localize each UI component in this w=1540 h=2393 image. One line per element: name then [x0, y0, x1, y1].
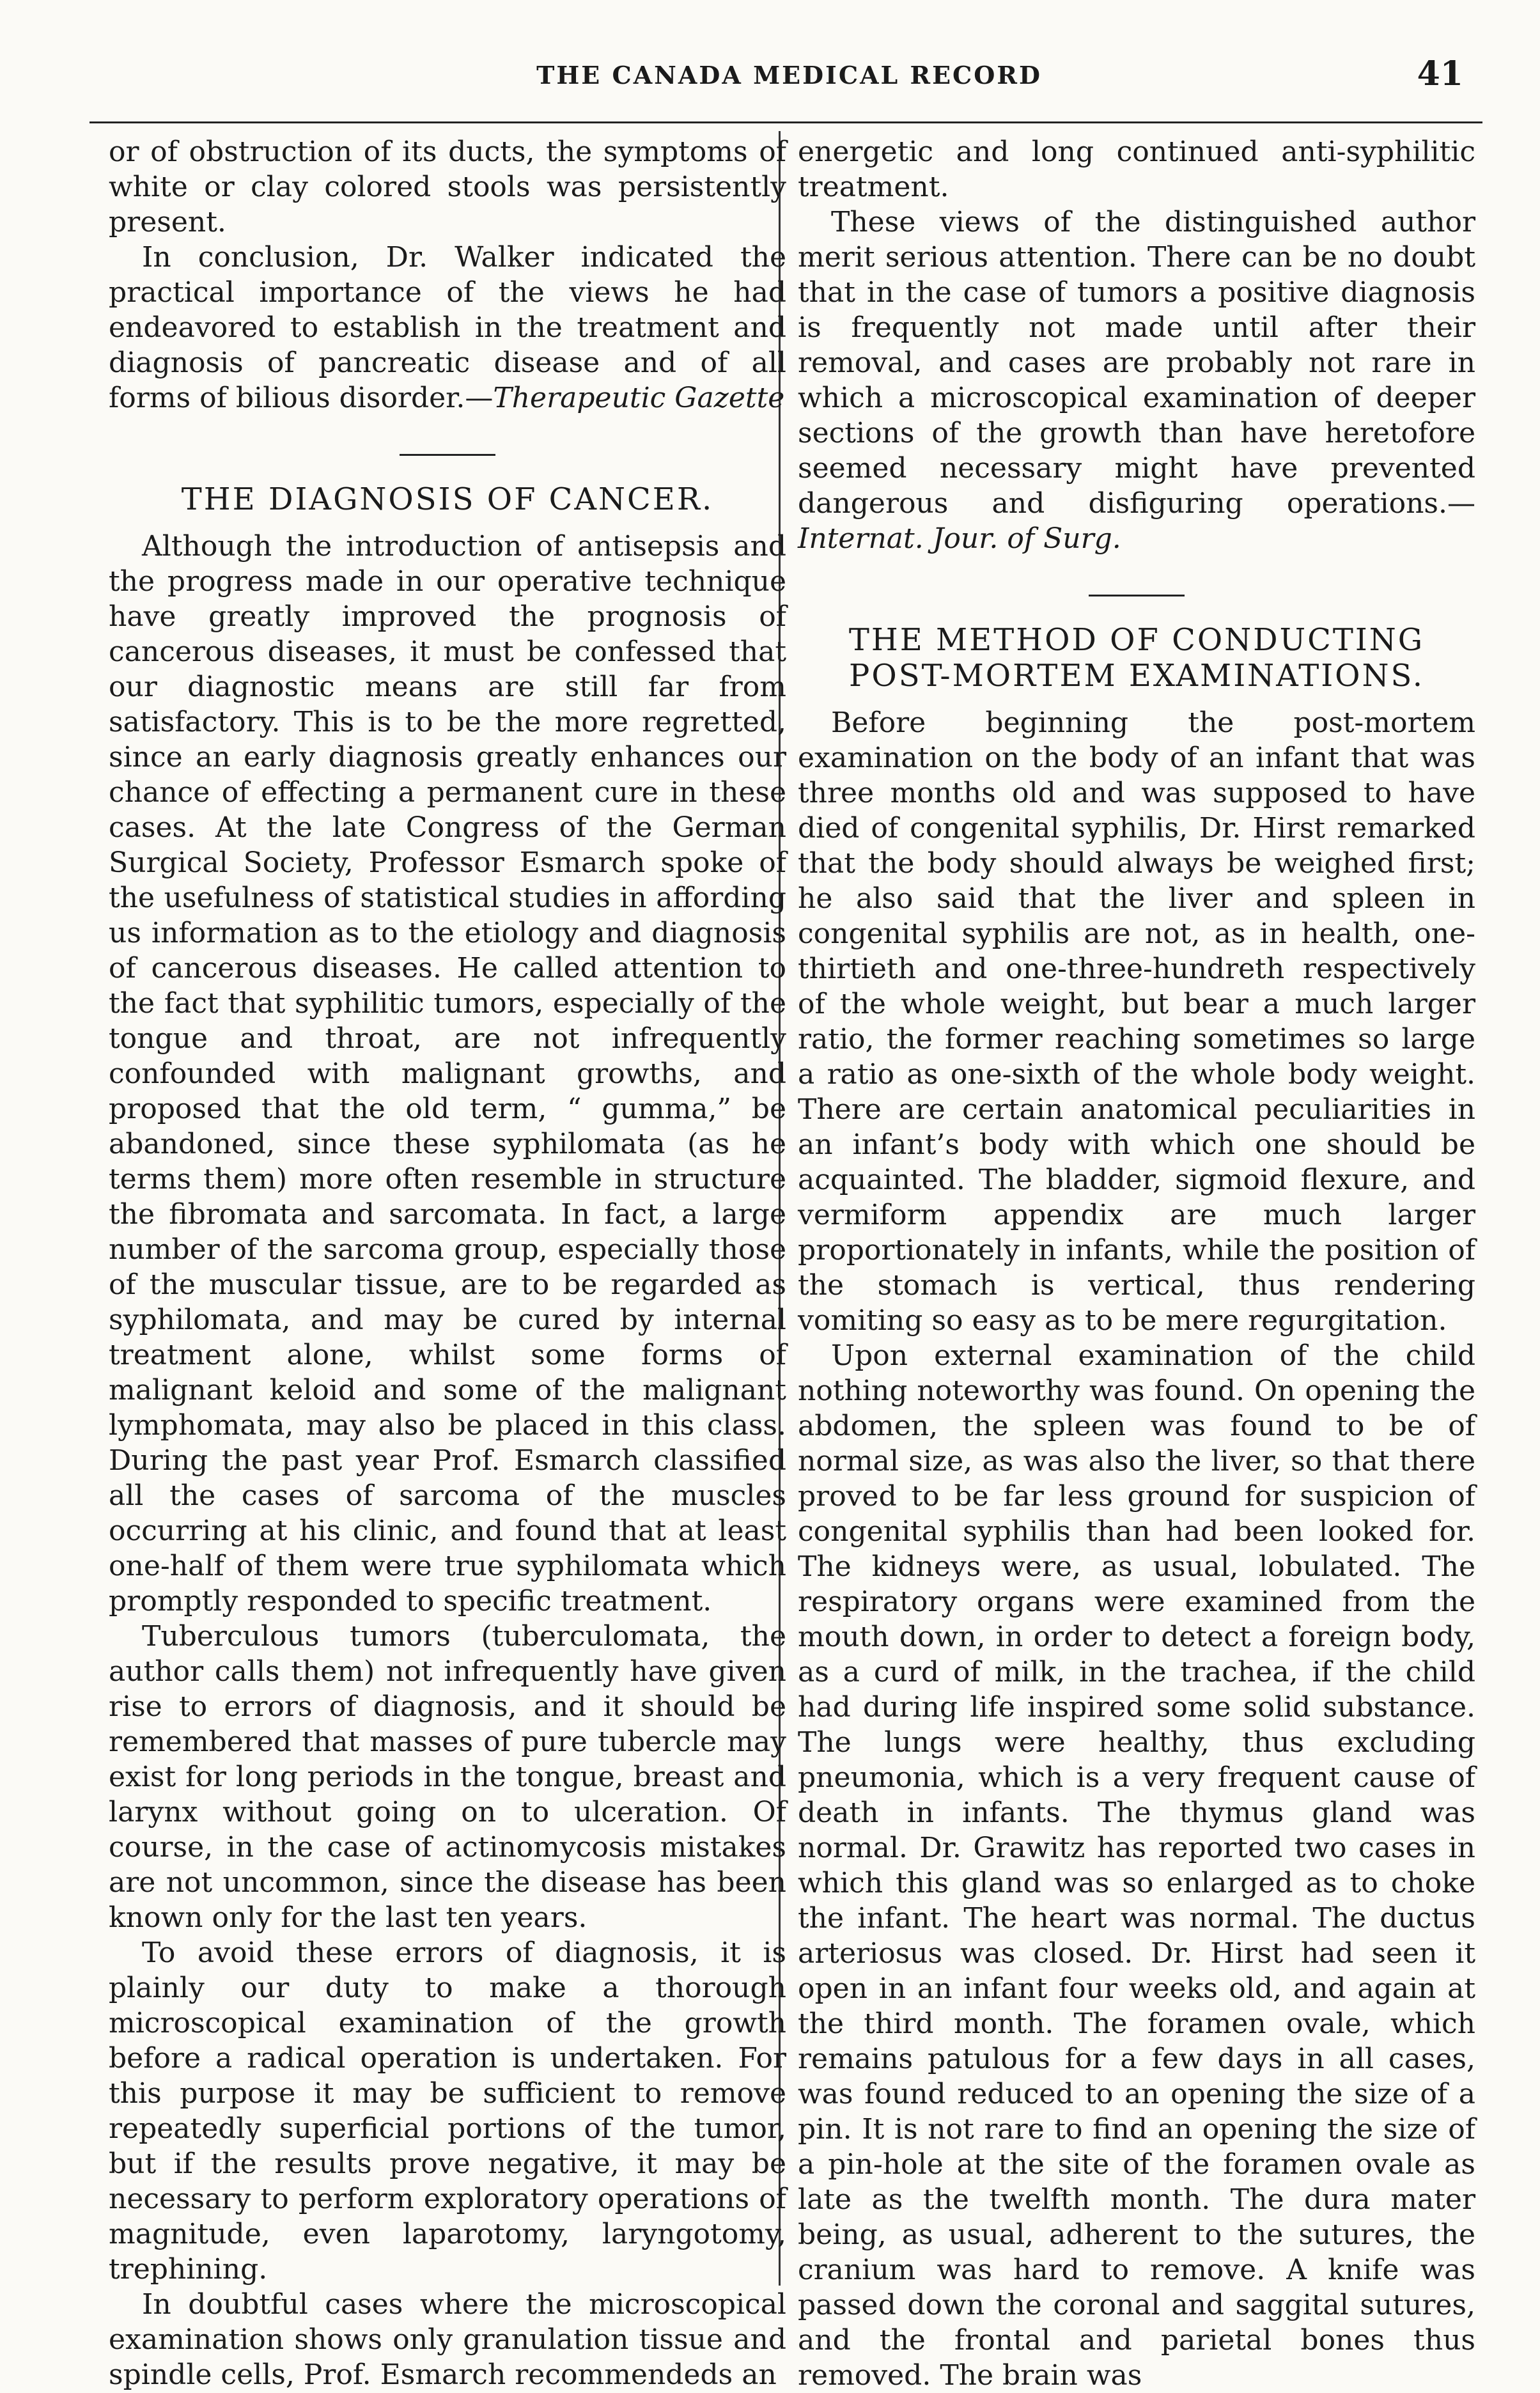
- page-header: [89, 0, 1489, 128]
- running-head: THE CANADA MEDICAL RECORD: [536, 61, 1042, 90]
- paragraph-text: In conclusion, Dr. Walker indicated the practical importance of the views he had endeavored to establish in the treatment and diagnosis of pancreatic disease and of all forms of bilious disorder.—: [109, 241, 786, 414]
- paragraph: Although the introduction of antisepsis and the progress made in our operative technique have greatly improved the prognosis of cancerous diseases, it must be confessed that our diagnostic means are still far from satisfactory. This is to be the more regretted, since an early diagnosis greatly enhances our chance of effecting a permanent cure in these cases. At the late Congress of the German Surgical Society, Professor Esmarch spoke of the usefulness of statistical studies in affording us information as to the etiology and diagnosis of cancerous diseases. He called attention to the fact that syphilitic tumors, especially of the tongue and throat, are not infrequently confounded with malignant growths, and proposed that the old term, “ gumma,” be abandoned, since these syphilomata (as he terms them) more often resemble in structure the fibromata and sarcomata. In fact, a large number of the sarcoma group, especially those of the muscular tissue, are to be regarded as syphilomata, and may be cured by internal treatment alone, whilst some forms of malignant keloid and some of the malignant lymphomata, may also be placed in this class. During the past year Prof. Esmarch classified all the cases of sarcoma of the muscles occurring at his clinic, and found that at least one-half of them were true syphilomata which promptly responded to specific treatment.: [109, 530, 786, 1617]
- paragraph-text: These views of the distinguished author merit serious attention. There can be no doubt that in the case of tumors a positive diagnosis is frequently not made until after their removal, and cases are probably not rare in which a microscopical examination of deeper sections of the growth than have heretofore seemed necessary might have prevented dangerous and disfiguring operations.—: [798, 206, 1475, 520]
- section-heading: THE DIAGNOSIS OF CANCER.: [181, 481, 714, 517]
- header-rule: [89, 121, 1482, 123]
- citation: Internat. Jour. of Surg.: [798, 522, 1121, 555]
- paragraph: [798, 205, 1475, 556]
- paragraph: To avoid these errors of diagnosis, it is plainly our duty to make a thorough microscopical examination of the growth before a radical operation is undertaken. For this purpose it may be sufficient to remove repeatedly superficial portions of the tumor, but if the results prove negative, it may be necessary to perform exploratory operations of magnitude, even laparotomy, laryngotomy, trephining.: [109, 1937, 786, 2286]
- right-column: [798, 134, 1475, 2392]
- paragraph: or of obstruction of its ducts, the symptoms of white or clay colored stools was persistently present.: [109, 136, 786, 238]
- paragraph: In doubtful cases where the microscopical examination shows only granulation tissue and spindle cells, Prof. Esmarch recommendeds an: [109, 2288, 786, 2391]
- section-rule: [1089, 595, 1185, 596]
- paragraph: energetic and long continued anti-syphilitic treatment.: [798, 136, 1475, 203]
- paragraph: Upon external examination of the child nothing noteworthy was found. On opening the abdomen, the spleen was found to be of normal size, as was also the liver, so that there proved to be far less ground for suspicion of congenital syphilis than had been looked for. The kidneys were, as usual, lobulated. The respiratory organs were examined from the mouth down, in order to detect a foreign body, as a curd of milk, in the trachea, if the child had during life inspired some solid substance. The lungs were healthy, thus excluding pneumonia, which is a very frequent cause of death in infants. The thymus gland was normal. Dr. Grawitz has reported two cases in which this gland was so enlarged as to choke the infant. The heart was normal. The ductus arteriosus was closed. Dr. Hirst had seen it open in an infant four weeks old, and again at the third month. The foramen ovale, which remains patulous for a few days in all cases, was found reduced to an opening the size of a pin. It is not rare to find an opening the size of a pin-hole at the site of the foramen ovale as late as the twelfth month. The dura mater being, as usual, adherent to the sutures, the cranium was hard to remove. A knife was passed down the coronal and saggital sutures, and the frontal and parietal bones thus removed. The brain was: [798, 1339, 1475, 2392]
- section-rule: [400, 454, 495, 456]
- section-heading: THE METHOD OF CONDUCTING POST-MORTEM EXAMINATIONS.: [848, 622, 1425, 694]
- paragraph: Before beginning the post-mortem examination on the body of an infant that was three months old and was supposed to have died of congenital syphilis, Dr. Hirst remarked that the body should always be weighed first; he also said that the liver and spleen in congenital syphilis are not, as in health, one-thirtieth and one-three-hundreth respectively of the whole weight, but bear a much larger ratio, the former reaching sometimes so large a ratio as one-sixth of the whole body weight. There are certain anatomical peculiarities in an infant’s body with which one should be acquainted. The bladder, sigmoid flexure, and vermiform appendix are much larger proportionately in infants, while the position of the stomach is vertical, thus rendering vomiting so easy as to be mere regurgitation.: [798, 706, 1475, 1337]
- left-column: [109, 134, 786, 2391]
- citation: Therapeutic Gazette: [493, 382, 785, 414]
- paragraph: Tuberculous tumors (tuberculomata, the author calls them) not infrequently have given rise to errors of diagnosis, and it should be remembered that masses of pure tubercle may exist for long periods in the tongue, breast and larynx without going on to ulceration. Of course, in the case of actinomycosis mistakes are not uncommon, since the disease has been known only for the last ten years.: [109, 1620, 786, 1934]
- page-number: 41: [1417, 54, 1463, 93]
- paragraph: [109, 240, 786, 416]
